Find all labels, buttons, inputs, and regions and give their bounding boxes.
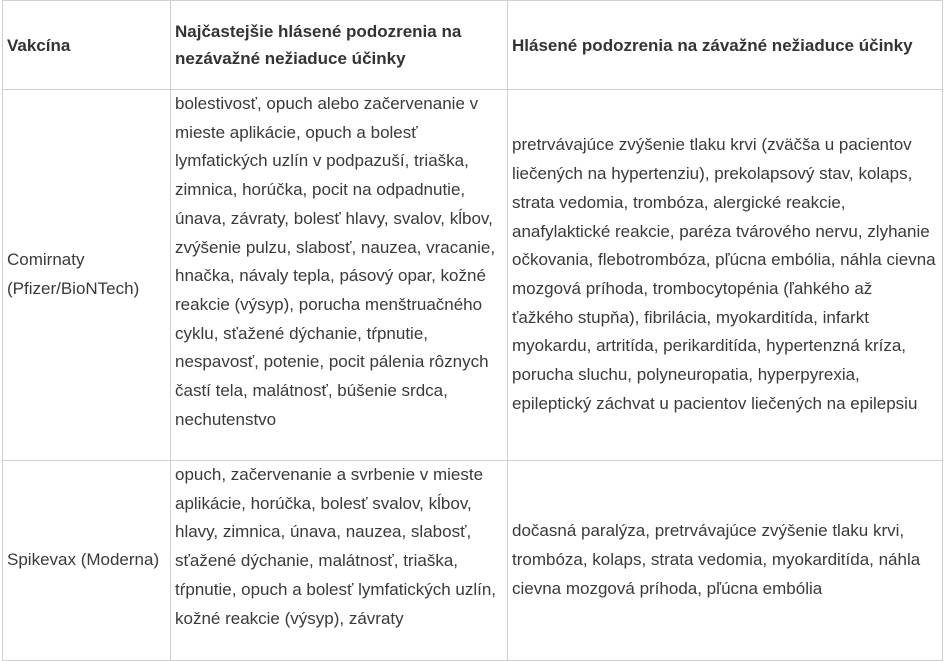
header-mild-effects: Najčastejšie hlásené podozrenia na nezávažné nežiaduce účinky <box>171 1 508 90</box>
mild-effects-cell: bolestivosť, opuch alebo začervenanie v mieste aplikácie, opuch a bolesť lymfatických uzlín v podpazuší, triaška, zimnica, horúčka, pocit na odpadnutie, únava, závraty, bolesť hlavy, svalov, kĺbov, zvýšenie pulzu, slabosť, nauzea, vracanie, hnačka, návaly tepla, pásový opar, kožné reakcie (výsyp), porucha menštruačného cyklu, sťažené dýchanie, tŕpnutie, nespavosť, potenie, pocit pálenia rôznych častí tela, malátnosť, búšenie srdca, nechutenstvo <box>171 90 508 461</box>
table-row <box>3 461 943 661</box>
header-vaccine: Vakcína <box>3 1 171 90</box>
vaccine-name: Comirnaty (Pfizer/BioNTech) <box>3 90 171 461</box>
severe-effects-cell: dočasná paralýza, pretrvávajúce zvýšenie tlaku krvi, trombóza, kolaps, strata vedomia, myokarditída, náhla cievna mozgová príhoda, pľúcna embólia <box>508 461 943 661</box>
mild-effects-cell: opuch, začervenanie a svrbenie v mieste aplikácie, horúčka, bolesť svalov, kĺbov, hlavy, zimnica, únava, nauzea, slabosť, sťažené dýchanie, malátnosť, triaška, tŕpnutie, opuch a bolesť lymfatických uzlín, kožné reakcie (výsyp), závraty <box>171 461 508 661</box>
table-header-row <box>3 1 943 90</box>
vaccine-name: Spikevax (Moderna) <box>3 461 171 661</box>
header-severe-effects: Hlásené podozrenia na závažné nežiaduce účinky <box>508 1 943 90</box>
severe-effects-cell: pretrvávajúce zvýšenie tlaku krvi (zväčša u pacientov liečených na hypertenziu), prekolapsový stav, kolaps, strata vedomia, trombóza, alergické reakcie, anafylaktické reakcie, paréza tvárového nervu, zlyhanie očkovania, flebotrombóza, pľúcna embólia, náhla cievna mozgová príhoda, trombocytopénia (ľahkého až ťažkého stupňa), fibrilácia, myokarditída, infarkt myokardu, artritída, perikarditída, hypertenzná kríza, porucha sluchu, polyneuropatia, hyperpyrexia, epileptický záchvat u pacientov liečených na epilepsiu <box>508 90 943 461</box>
adverse-effects-table <box>2 0 943 661</box>
table-row <box>3 90 943 461</box>
